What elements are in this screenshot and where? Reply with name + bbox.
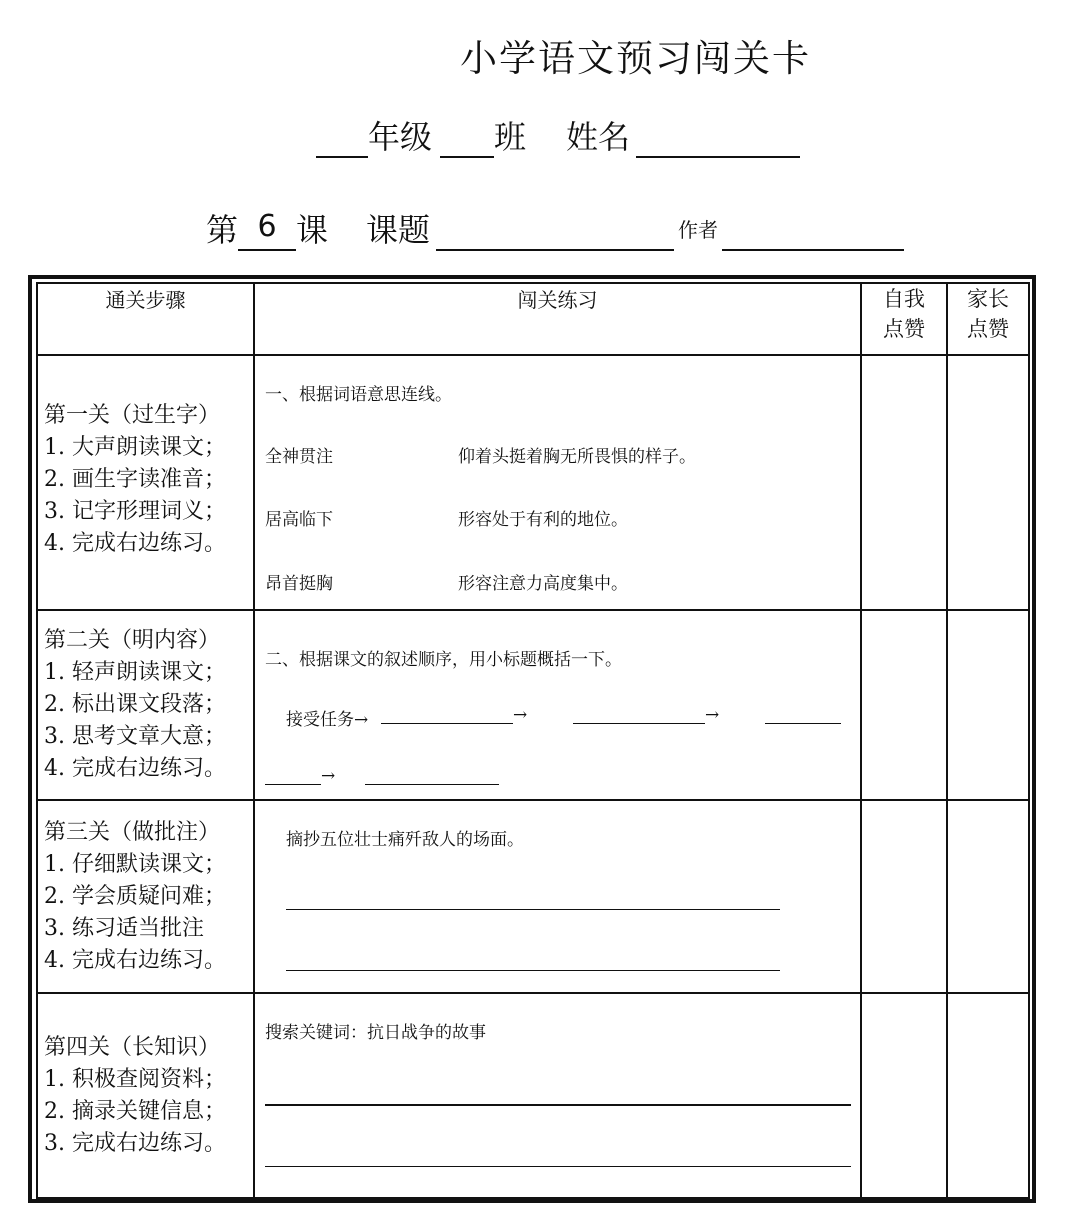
step-item: 2. 标出课文段落； (44, 692, 226, 717)
step-item: 2. 画生字读准音； (44, 466, 226, 492)
matching-word[interactable]: 全神贯注 (265, 447, 333, 467)
self-praise-cell[interactable] (861, 355, 947, 610)
step-item: 1. 轻声朗读课文； (44, 660, 226, 685)
stage-1-exercise (254, 355, 861, 610)
step-item: 1. 大声朗读课文； (44, 434, 226, 460)
step-item: 2. 学会质疑问难； (44, 883, 226, 909)
stage-row-2 (37, 610, 1029, 800)
lesson-number: 6 (238, 209, 296, 251)
sequence-start: 接受任务→ (286, 710, 369, 730)
self-praise-cell[interactable] (861, 800, 947, 993)
page-title: 小学语文预习闯关卡 (460, 37, 811, 80)
name-blank[interactable] (636, 120, 800, 158)
header-exercises: 闯关练习 (254, 283, 861, 355)
table-header-row (37, 283, 1029, 355)
stage-2-steps (37, 610, 254, 800)
step-item: 3. 记字形理词义； (44, 498, 226, 524)
stage-4-exercise (254, 993, 861, 1198)
stage-title: 第三关（做批注） (44, 819, 221, 845)
exercise-instruction: 二、根据课文的叙述顺序，用小标题概括一下。 (265, 650, 622, 670)
matching-word[interactable]: 居高临下 (265, 510, 333, 530)
answer-line[interactable] (265, 1104, 851, 1106)
matching-meaning[interactable]: 形容处于有利的地位。 (458, 510, 628, 530)
stage-3-exercise (254, 800, 861, 993)
stage-title: 第一关（过生字） (44, 402, 221, 428)
answer-line[interactable] (381, 723, 513, 724)
lesson-suffix: 课 (296, 211, 329, 249)
answer-line[interactable] (265, 784, 321, 785)
parent-praise-cell[interactable] (947, 610, 1029, 800)
exercise-instruction: 搜索关键词：抗日战争的故事 (265, 1023, 486, 1043)
step-item: 4. 完成右边练习。 (44, 756, 226, 781)
step-item: 1. 积极查阅资料； (44, 1066, 226, 1092)
header-self-praise: 自我点赞 (861, 283, 947, 355)
step-item: 4. 完成右边练习。 (44, 947, 226, 973)
stage-row-3 (37, 800, 1029, 993)
class-label: 班 (494, 118, 527, 156)
exercise-instruction: 一、根据词语意思连线。 (265, 385, 452, 405)
stage-row-1 (37, 355, 1029, 610)
stage-title: 第二关（明内容） (44, 628, 221, 653)
header-parent-praise: 家长点赞 (947, 283, 1029, 355)
stage-row-4 (37, 993, 1029, 1198)
name-label: 姓名 (566, 118, 631, 156)
stage-2-exercise (254, 610, 861, 800)
topic-label: 课题 (366, 211, 431, 249)
student-info-row (316, 112, 800, 158)
arrow-icon: → (513, 705, 528, 725)
lesson-prefix: 第 (206, 211, 239, 249)
lesson-info-row (206, 205, 904, 251)
self-praise-cell[interactable] (861, 993, 947, 1198)
answer-line[interactable] (365, 784, 499, 785)
arrow-icon: → (321, 766, 336, 786)
step-item: 3. 思考文章大意； (44, 724, 226, 749)
author-blank[interactable] (722, 209, 904, 251)
parent-praise-cell[interactable] (947, 355, 1029, 610)
answer-line[interactable] (286, 970, 780, 971)
exercise-instruction: 摘抄五位壮士痛歼敌人的场面。 (286, 830, 524, 850)
step-item: 2. 摘录关键信息； (44, 1098, 226, 1124)
arrow-icon: → (705, 705, 720, 725)
topic-blank[interactable] (436, 209, 674, 251)
parent-praise-cell[interactable] (947, 800, 1029, 993)
checkpoint-table (36, 282, 1030, 1199)
step-item: 3. 完成右边练习。 (44, 1130, 226, 1156)
stage-1-steps (37, 355, 254, 610)
answer-line[interactable] (573, 723, 705, 724)
grade-blank[interactable] (316, 120, 368, 158)
stage-4-steps (37, 993, 254, 1198)
matching-word[interactable]: 昂首挺胸 (265, 574, 333, 594)
matching-meaning[interactable]: 形容注意力高度集中。 (458, 574, 628, 594)
parent-praise-cell[interactable] (947, 993, 1029, 1198)
self-praise-cell[interactable] (861, 610, 947, 800)
author-label: 作者 (678, 218, 719, 242)
step-item: 4. 完成右边练习。 (44, 530, 226, 556)
step-item: 1. 仔细默读课文； (44, 851, 226, 877)
grade-label: 年级 (368, 118, 433, 156)
class-blank[interactable] (440, 120, 494, 158)
answer-line[interactable] (286, 909, 780, 910)
answer-line[interactable] (265, 1166, 851, 1167)
stage-title: 第四关（长知识） (44, 1034, 221, 1060)
matching-meaning[interactable]: 仰着头挺着胸无所畏惧的样子。 (458, 447, 696, 467)
step-item: 3. 练习适当批注 (44, 915, 204, 941)
answer-line[interactable] (765, 723, 841, 724)
header-steps: 通关步骤 (37, 283, 254, 355)
stage-3-steps (37, 800, 254, 993)
